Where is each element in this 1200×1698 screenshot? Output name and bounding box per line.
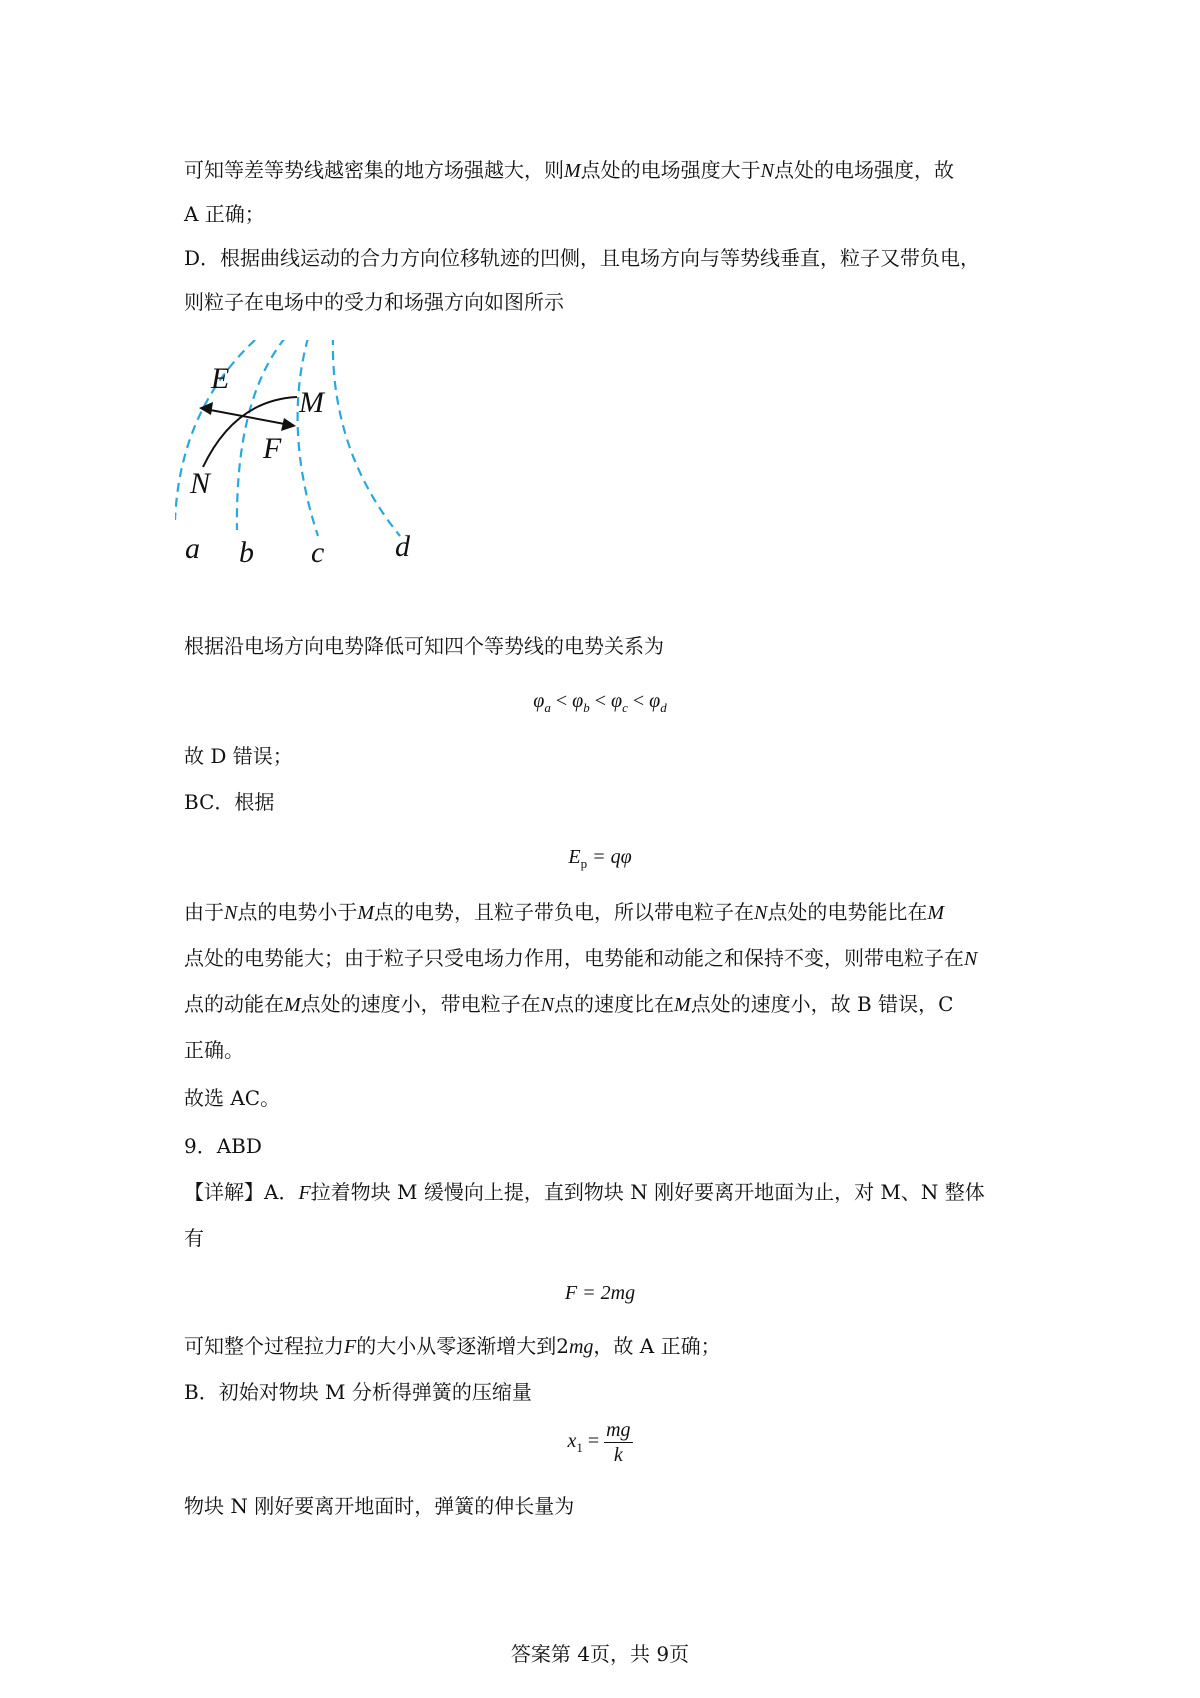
text: 可知等差等势线越密集的地方场强越大，则 xyxy=(184,158,564,182)
sub-a: a xyxy=(544,700,551,715)
text: 点处的电势能比在 xyxy=(767,900,928,924)
paragraph-line: 故 D 错误； xyxy=(184,744,293,768)
text: ，故 A 正确； xyxy=(593,1334,721,1358)
fraction xyxy=(604,1418,632,1467)
var-N: N xyxy=(964,948,978,970)
var-x: x xyxy=(567,1430,577,1453)
label-E: E xyxy=(211,362,230,395)
equipotential-d xyxy=(333,340,400,536)
label-a: a xyxy=(185,532,200,565)
paragraph-line: B．初始对物块 M 分析得弹簧的压缩量 xyxy=(184,1380,532,1404)
paragraph-line xyxy=(184,900,1024,925)
paragraph-line: 则粒子在电场中的受力和场强方向如图所示 xyxy=(184,290,564,314)
lt: < xyxy=(627,690,650,712)
var-F: F xyxy=(344,1336,357,1358)
numerator: mg xyxy=(606,1419,631,1441)
sub-1: 1 xyxy=(576,1440,583,1456)
phi: φ xyxy=(533,690,545,712)
text: 由于 xyxy=(184,900,224,924)
var-M: M xyxy=(674,994,691,1016)
phi: φ xyxy=(649,690,661,712)
equation-potential-energy xyxy=(0,846,1200,872)
text: 点的电势，且粒子带负电，所以带电粒子在 xyxy=(374,900,755,924)
label-N: N xyxy=(190,467,211,500)
phi: φ xyxy=(572,690,584,712)
var-mg: mg xyxy=(568,1336,594,1358)
phi: φ xyxy=(611,690,623,712)
var-N: N xyxy=(754,902,768,924)
text: 点处的电势能大；由于粒子只受电场力作用，电势能和动能之和保持不变，则带电粒子在 xyxy=(184,946,964,970)
text: 的大小从零逐渐增大到 xyxy=(356,1334,557,1358)
sub-d: d xyxy=(660,700,667,715)
text: 【详解】A． xyxy=(184,1180,299,1204)
paragraph-line: 根据沿电场方向电势降低可知四个等势线的电势关系为 xyxy=(184,634,664,658)
number: 2 xyxy=(556,1334,569,1358)
rhs: = 2mg xyxy=(577,1282,636,1304)
var-N: N xyxy=(760,160,775,182)
equals: = xyxy=(582,1430,605,1453)
lt: < xyxy=(589,690,611,712)
text: 点处的速度小，带电粒子在 xyxy=(300,992,541,1016)
field-diagram xyxy=(175,340,455,590)
var-E: E xyxy=(568,846,581,868)
equipotential-lines xyxy=(175,340,400,536)
equipotential-c xyxy=(298,340,318,536)
paragraph-line: BC．根据 xyxy=(184,790,275,814)
label-c: c xyxy=(311,536,325,569)
var-F: F xyxy=(298,1182,311,1204)
label-M: M xyxy=(299,386,324,419)
paragraph-line: 有 xyxy=(184,1226,204,1250)
equation-force xyxy=(0,1282,1200,1305)
paragraph-line xyxy=(184,946,1024,971)
rhs: = qφ xyxy=(587,846,632,868)
paragraph-line: 物块 N 刚好要离开地面时，弹簧的伸长量为 xyxy=(184,1494,575,1518)
paragraph-line: A 正确； xyxy=(184,202,265,226)
var-M: M xyxy=(927,902,945,924)
text: 拉着物块 M 缓慢向上提，直到物块 N 刚好要离开地面为止，对 M、N 整体 xyxy=(310,1180,985,1204)
var-F: F xyxy=(564,1282,578,1304)
arrow-F-head xyxy=(281,418,296,431)
sub-b: b xyxy=(583,700,590,715)
text: 点处的电场强度，故 xyxy=(774,158,955,182)
text: 点的动能在 xyxy=(184,992,284,1016)
text: 点处的速度小，故 B 错误，C xyxy=(690,992,954,1016)
page-footer: 答案第 4页，共 9页 xyxy=(510,1642,690,1666)
var-M: M xyxy=(564,160,581,182)
var-N: N xyxy=(224,902,238,924)
var-M: M xyxy=(284,994,301,1016)
answer-number: 9．ABD xyxy=(184,1134,262,1158)
equation-potential-order xyxy=(0,690,1200,716)
paragraph-line: 正确。 xyxy=(184,1038,244,1062)
text: 点的速度比在 xyxy=(554,992,675,1016)
paragraph-line: D．根据曲线运动的合力方向位移轨迹的凹侧，且电场方向与等势线垂直，粒子又带负电， xyxy=(184,246,981,270)
equation-compression xyxy=(0,1418,1200,1467)
paragraph-line xyxy=(184,158,1024,183)
paragraph-line xyxy=(184,1180,1024,1205)
paragraph-line xyxy=(184,1334,1024,1359)
var-N: N xyxy=(540,994,555,1016)
label-F: F xyxy=(263,432,282,465)
label-d: d xyxy=(395,530,410,563)
var-M: M xyxy=(357,902,375,924)
text: 可知整个过程拉力 xyxy=(184,1334,344,1358)
lt: < xyxy=(550,690,573,712)
paragraph-line xyxy=(184,992,1024,1017)
label-b: b xyxy=(239,536,254,569)
text: 点处的电场强度大于 xyxy=(580,158,761,182)
sub-p: p xyxy=(580,856,588,871)
text: 点的电势小于 xyxy=(237,900,358,924)
sub-c: c xyxy=(622,700,628,715)
denominator: k xyxy=(613,1444,623,1466)
paragraph-line: 故选 AC。 xyxy=(184,1086,281,1110)
